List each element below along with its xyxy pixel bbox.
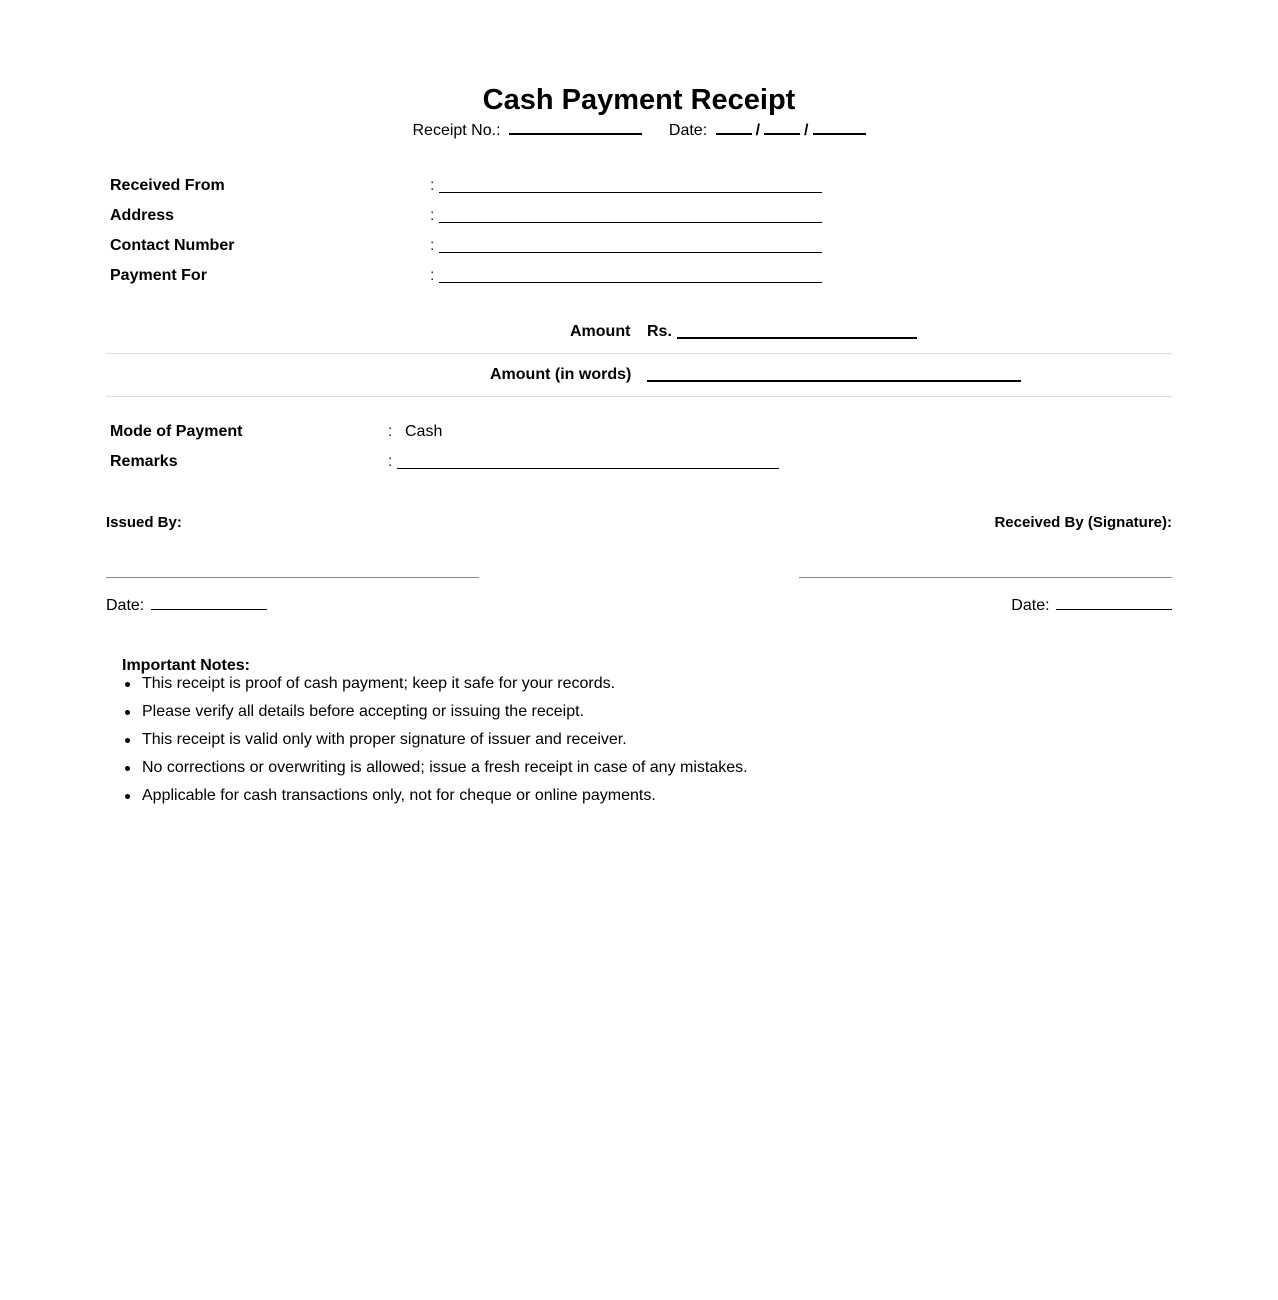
amount-words-line[interactable] — [647, 380, 1021, 382]
list-item — [142, 702, 584, 722]
payment-for-line[interactable] — [439, 282, 822, 283]
receipt-header-line — [0, 119, 1278, 141]
amount-label: Amount — [570, 323, 631, 340]
bullet-icon — [125, 766, 130, 771]
divider — [106, 396, 1172, 397]
issuer-date-blank[interactable] — [151, 596, 267, 610]
field-colon: : — [430, 177, 435, 194]
bullet-icon — [125, 682, 130, 687]
issued-by-label: Issued By: — [106, 514, 182, 531]
received-by-label: Received By (Signature): — [994, 514, 1172, 531]
date-separator: / — [755, 122, 761, 139]
field-colon: : — [430, 207, 435, 224]
received-from-line[interactable] — [439, 192, 822, 193]
contact-number-line[interactable] — [439, 252, 822, 253]
note-text: This receipt is valid only with proper signature of issuer and receiver. — [142, 731, 627, 748]
date-label: Date: — [668, 122, 708, 139]
notes-heading: Important Notes: — [122, 657, 250, 674]
field-colon: : — [430, 267, 435, 284]
receipt-no-blank[interactable] — [509, 119, 642, 135]
address-line[interactable] — [439, 222, 822, 223]
receiver-date-label: Date: — [1011, 597, 1050, 614]
date-day-blank[interactable] — [716, 119, 752, 135]
receiver-signature-line[interactable] — [799, 577, 1172, 578]
date-separator: / — [804, 122, 809, 139]
bullet-icon — [125, 794, 130, 799]
note-text: This receipt is proof of cash payment; keep it safe for your records. — [142, 675, 616, 692]
note-text: Applicable for cash transactions only, not for cheque or online payments. — [142, 787, 656, 804]
note-text: No corrections or overwriting is allowed; issue a fresh receipt in case of any mistakes. — [142, 759, 748, 776]
issuer-date-label: Date: — [106, 597, 145, 614]
field-colon: : — [388, 453, 393, 470]
remarks-label: Remarks — [110, 453, 178, 470]
list-item — [142, 730, 627, 750]
amount-line[interactable] — [677, 337, 917, 339]
receipt-no-label: Receipt No.: — [412, 122, 501, 139]
field-colon: : — [430, 237, 435, 254]
received-from-label: Received From — [110, 177, 225, 194]
list-item — [142, 786, 656, 806]
page-title: Cash Payment Receipt — [482, 84, 796, 116]
remarks-line[interactable] — [397, 468, 779, 469]
bullet-icon — [125, 738, 130, 743]
date-month-blank[interactable] — [764, 119, 800, 135]
divider — [106, 353, 1172, 354]
bullet-icon — [125, 710, 130, 715]
receiver-date — [1011, 596, 1172, 616]
issuer-date — [106, 596, 267, 616]
amount-words-label: Amount (in words) — [490, 366, 632, 383]
currency-label: Rs. — [647, 323, 672, 340]
address-label: Address — [110, 207, 175, 224]
note-text: Please verify all details before accepting or issuing the receipt. — [142, 703, 585, 720]
contact-number-label: Contact Number — [110, 237, 235, 254]
mode-of-payment-label: Mode of Payment — [110, 423, 243, 440]
date-year-blank[interactable] — [813, 119, 866, 135]
receiver-date-blank[interactable] — [1056, 596, 1172, 610]
list-item — [142, 758, 748, 778]
issuer-signature-line[interactable] — [106, 577, 479, 578]
payment-for-label: Payment For — [110, 267, 207, 284]
list-item — [142, 674, 615, 694]
field-colon: : — [388, 423, 393, 440]
mode-of-payment-value: Cash — [405, 423, 443, 440]
